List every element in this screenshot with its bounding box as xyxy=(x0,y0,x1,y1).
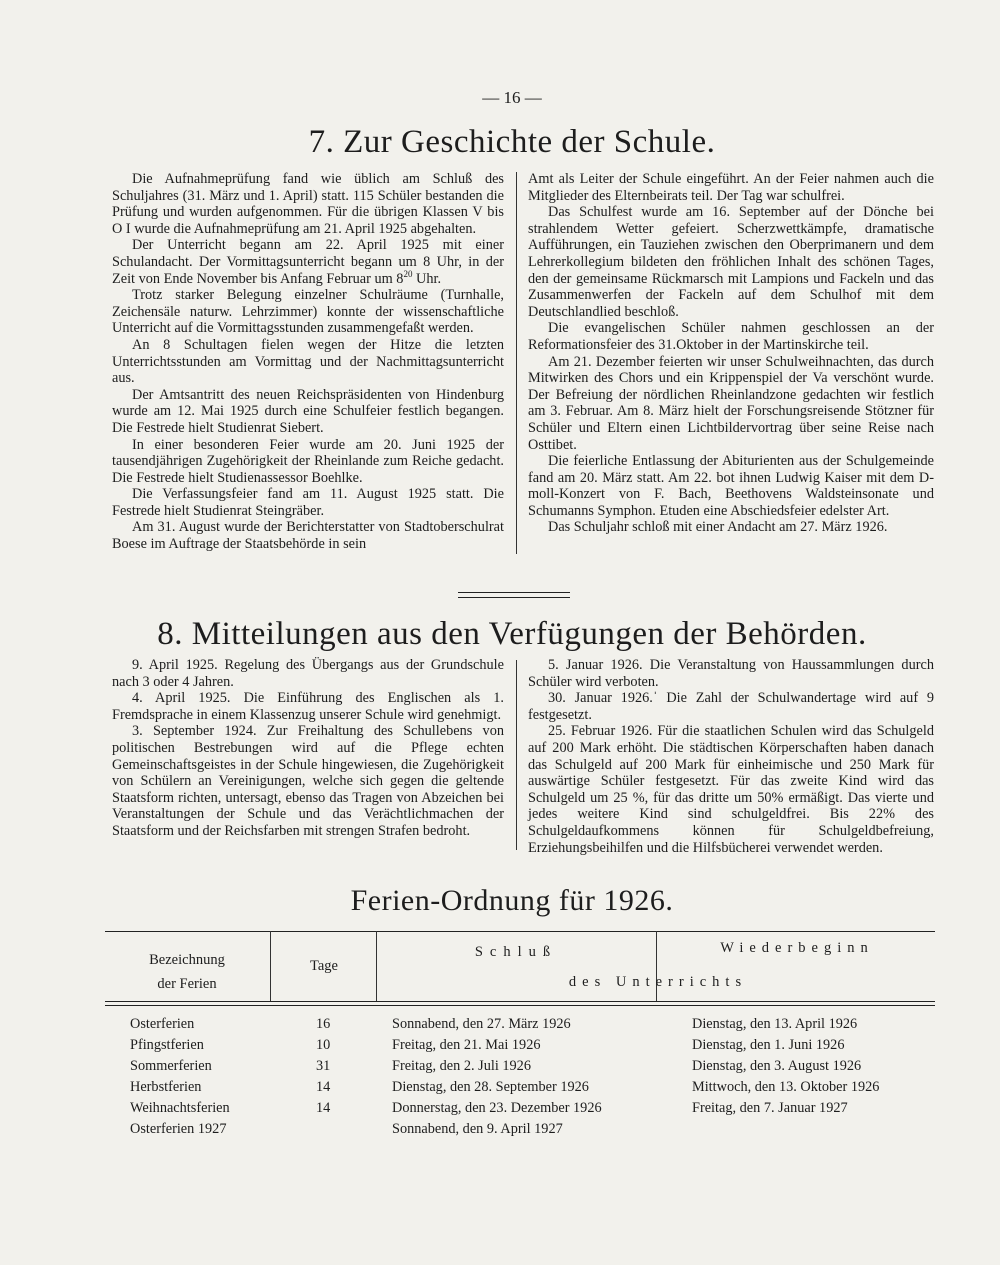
table-rule xyxy=(105,931,935,932)
ferien-name: Weihnachtsferien xyxy=(130,1100,230,1116)
paragraph: Die evangelischen Schüler nahmen geschlossen an der Reformationsfeier des 31.Oktober in der Martinskirche teil. xyxy=(528,320,934,353)
column-divider xyxy=(516,660,517,850)
ferien-tage: 31 xyxy=(316,1058,331,1074)
paragraph: Das Schulfest wurde am 16. September auf der Dönche bei strahlendem Wetter gefeiert. Scherzwettkämpfe, dramatische Aufführungen, ein Tauziehen zwischen den Oberprimanern und dem Lehrerkollegium bildeten den fröhlichen Inhalt des schönen Tages, den der gemeinsame Rückmarsch mit Lampions und Fackeln und das Zusammenwerfen der Fackeln auf dem Schulhof mit dem Deutschlandlied beschloß. xyxy=(528,204,934,320)
ferien-wiederbeginn: Dienstag, den 3. August 1926 xyxy=(692,1058,862,1074)
table-row xyxy=(0,1121,1000,1142)
table-rule xyxy=(105,1005,935,1006)
ferien-name: Herbstferien xyxy=(130,1079,202,1095)
paragraph: Am 31. August wurde der Berichterstatter von Stadtoberschulrat Boese im Auftrage der Staatsbehörde in sein xyxy=(112,519,504,553)
section-7-title: 7. Zur Geschichte der Schule. xyxy=(308,124,716,160)
ferien-name: Osterferien 1927 xyxy=(130,1121,227,1137)
column-divider xyxy=(516,172,517,554)
paragraph: Trotz starker Belegung einzelner Schulräume (Turnhalle, Zeichensäle naturw. Lehrzimmer) konnte der wissenschaftliche Unterricht auf die Vormittagsstunden zusammengefaßt werden. xyxy=(112,287,504,337)
table-rule xyxy=(105,1001,935,1002)
paragraph: 25. Februar 1926. Für die staatlichen Schulen wird das Schulgeld auf 200 Mark erhöht. Die städtischen Körperschaften haben danach das Schulgeld auf 200 Mark für einheimische und 250 Mark für auswärtige Schüler festgesetzt. Für das zweite Kind wird das Schulgeld um 25 %, für das dritte um 50% ermäßigt. Das vierte und jedes weitere Kind sind schulgeldfrei. Bis 22% des Schulgeldaufkommens können für Schulgeldbefreiung, Erziehungsbeihilfen und die Hilfsbücherei verwendet werden. xyxy=(528,723,934,856)
ferien-tage: 14 xyxy=(316,1079,331,1095)
section-8-left-column xyxy=(112,657,504,840)
ferien-wiederbeginn: Dienstag, den 13. April 1926 xyxy=(692,1016,858,1032)
paragraph: Am 21. Dezember feierten wir unser Schulweihnachten, das durch Mitwirken des Chors und ein Krippenspiel der Va verschönt wurde. Der Befreiung der nördlichen Rheinlandzone gedachten wir festlich am 3. Februar. Am 8. März hielt der Forschungsreisende Stötzner für Schüler und Eltern einen Lichtbildervortrag über seine Reise nach Osttibet. xyxy=(528,353,934,453)
paragraph: Die Aufnahmeprüfung fand wie üblich am Schluß des Schuljahres (31. März und 1. April) statt. 115 Schüler bestanden die Prüfung und wurden aufgenommen. Für die übrigen Klassen V bis O I wurde die Aufnahmeprüfung am 21. April 1925 abgehalten. xyxy=(112,171,504,237)
section-7-left-column xyxy=(112,171,504,553)
paragraph: 3. September 1924. Zur Freihaltung des Schullebens von politischen Bestrebungen wird auf die Pflege echten Gemeinschaftsgeistes in der Schule hingewiesen, die Zugehörigkeit von Schülern an Vereinigungen, welche sich gegen die geltende Staatsform richten, untersagt, ebenso das Tragen von Abzeichen bei Veranstaltungen der Schule und das Verächtlichmachen der Staatsform und der Reichsfarben mit strengen Strafen bedroht. xyxy=(112,723,504,839)
table-row xyxy=(0,1058,1000,1079)
page-number: — 16 — xyxy=(482,88,542,107)
header-tage: Tage xyxy=(310,958,338,974)
section-separator xyxy=(458,592,570,593)
table-row xyxy=(0,1016,1000,1037)
paragraph: 30. Januar 1926.ˈ Die Zahl der Schulwandertage wird auf 9 festgesetzt. xyxy=(528,690,934,723)
section-8-title: 8. Mitteilungen aus den Verfügungen der Behörden. xyxy=(157,616,867,652)
ferien-wiederbeginn: Dienstag, den 1. Juni 1926 xyxy=(692,1037,845,1053)
paragraph: Die feierliche Entlassung der Abiturienten aus der Schulgemeinde fand am 20. März statt. Am 22. bot ihnen Ludwig Kaiser mit dem D-moll-Konzert von F. Bach, Beethovens Waldsteinsonate und Schumanns Symphon. Etuden eine Abschiedsfeier edelster Art. xyxy=(528,453,934,519)
table-column-rule xyxy=(376,931,377,1001)
ferien-schluss: Dienstag, den 28. September 1926 xyxy=(392,1079,589,1095)
ferien-schluss: Freitag, den 21. Mai 1926 xyxy=(392,1037,541,1053)
ferien-tage: 14 xyxy=(316,1100,331,1116)
header-bezeichnung xyxy=(112,948,262,996)
paragraph-text: Der Unterricht begann am 22. April 1925 mit einer Schulandacht. Der Vormittagsunterricht begann um 8 Uhr, in der Zeit von Ende November bis Anfang Februar um 8 xyxy=(112,237,504,287)
header-schluss: Schluß xyxy=(474,944,558,960)
ferien-name: Pfingstferien xyxy=(130,1037,204,1053)
paragraph: In einer besonderen Feier wurde am 20. Juni 1925 der tausendjährigen Zugehörigkeit der Rheinlande zum Reiche gedacht. Die Festrede hielt Studienassessor Boehlke. xyxy=(112,436,504,486)
ferien-name: Sommerferien xyxy=(130,1058,212,1074)
section-separator xyxy=(458,597,570,598)
paragraph: Amt als Leiter der Schule eingeführt. An der Feier nahmen auch die Mitglieder des Elternbeirats teil. Der Tag war schulfrei. xyxy=(528,171,934,204)
ferien-schluss: Sonnabend, den 9. April 1927 xyxy=(392,1121,563,1137)
table-row xyxy=(0,1079,1000,1100)
paragraph: Die Verfassungsfeier fand am 11. August 1925 statt. Die Festrede hielt Studienrat Steingräber. xyxy=(112,486,504,519)
ferien-wiederbeginn: Freitag, den 7. Januar 1927 xyxy=(692,1100,848,1116)
paragraph: 4. April 1925. Die Einführung des Englischen als 1. Fremdsprache in einem Klassenzug unserer Schule wird genehmigt. xyxy=(112,690,504,723)
paragraph: 9. April 1925. Regelung des Übergangs aus der Grundschule nach 3 oder 4 Jahren. xyxy=(112,657,504,690)
header-des-unterrichts: des Unterrichts xyxy=(568,974,748,990)
ferien-tage: 10 xyxy=(316,1037,331,1053)
time-suffix: Uhr. xyxy=(412,270,442,287)
section-7-right-column xyxy=(528,171,934,536)
paragraph: An 8 Schultagen fielen wegen der Hitze die letzten Unterrichtsstunden am Vormittag und der Nachmittagsunterricht aus. xyxy=(112,336,504,387)
paragraph: 5. Januar 1926. Die Veranstaltung von Haussammlungen durch Schüler wird verboten. xyxy=(528,657,934,690)
ferien-schluss: Sonnabend, den 27. März 1926 xyxy=(392,1016,571,1032)
section-8-right-column xyxy=(528,657,934,856)
header-wiederbeginn: Wiederbeginn xyxy=(720,940,874,956)
ferien-title: Ferien-Ordnung für 1926. xyxy=(350,884,674,917)
ferien-tage: 16 xyxy=(316,1016,331,1032)
header-bezeichnung-line2: der Ferien xyxy=(157,976,217,992)
ferien-wiederbeginn: Mittwoch, den 13. Oktober 1926 xyxy=(692,1079,880,1095)
table-column-rule xyxy=(270,931,271,1001)
ferien-name: Osterferien xyxy=(130,1016,195,1032)
header-bezeichnung-line1: Bezeichnung xyxy=(149,952,225,968)
ferien-schluss: Freitag, den 2. Juli 1926 xyxy=(392,1058,531,1074)
ferien-schluss: Donnerstag, den 23. Dezember 1926 xyxy=(392,1100,602,1116)
paragraph xyxy=(112,237,504,287)
paragraph: Das Schuljahr schloß mit einer Andacht am 27. März 1926. xyxy=(548,519,888,536)
paragraph: Der Amtsantritt des neuen Reichspräsidenten von Hindenburg wurde am 12. Mai 1925 durch eine Schulfeier festlich begangen. Die Festrede hielt Studienrat Siebert. xyxy=(112,386,504,436)
table-row xyxy=(0,1037,1000,1058)
time-superscript: 20 xyxy=(403,268,413,279)
table-row xyxy=(0,1100,1000,1121)
